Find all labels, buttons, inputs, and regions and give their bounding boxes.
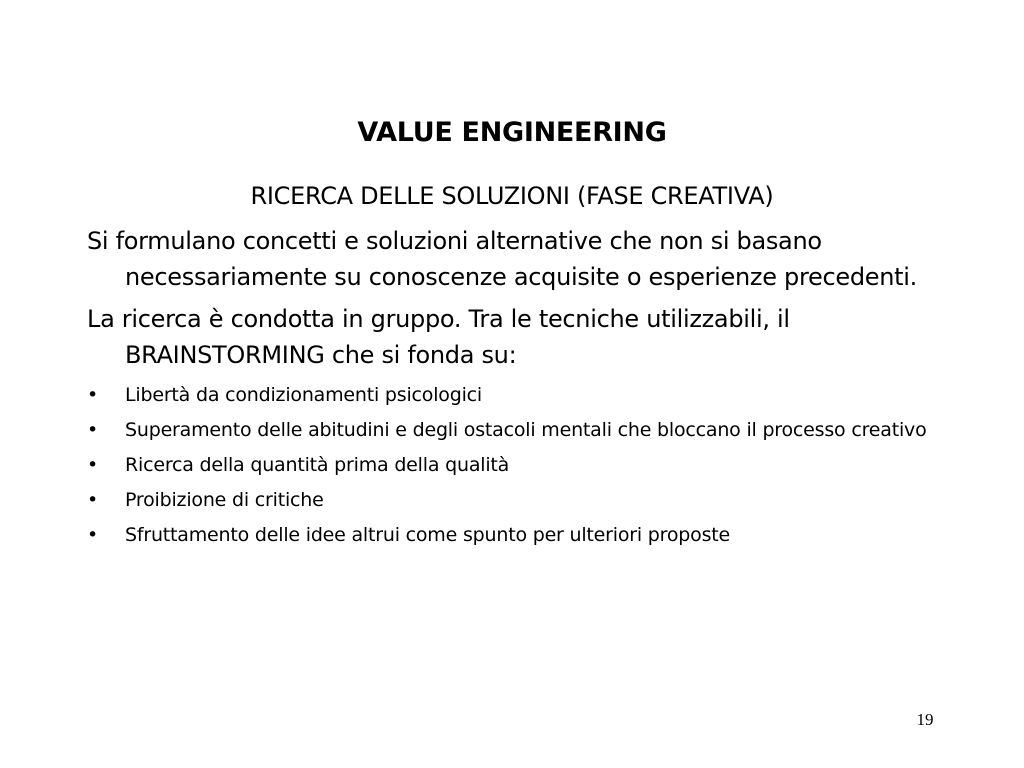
- slide-title: VALUE ENGINEERING: [357, 117, 667, 148]
- bullet-icon: •: [87, 524, 99, 546]
- slide-body: [87, 223, 957, 556]
- bullet-text: Superamento delle abitudini e degli ostacoli mentali che bloccano il processo creativo: [125, 419, 927, 441]
- bullet-item: [87, 521, 957, 549]
- page-number: 19: [916, 710, 934, 729]
- bullet-text: Libertà da condizionamenti psicologici: [125, 384, 482, 406]
- bullet-icon: •: [87, 384, 99, 406]
- body-paragraph: Si formulano concetti e soluzioni alternative che non si basano necessariamente su conoscenze acquisite o esperienze precedenti.: [87, 227, 917, 291]
- bullet-list: [87, 381, 957, 549]
- bullet-text: Sfruttamento delle idee altrui come spunto per ulteriori proposte: [125, 524, 731, 546]
- body-paragraph: La ricerca è condotta in gruppo. Tra le tecniche utilizzabili, il BRAINSTORMING che si fonda su:: [87, 305, 790, 369]
- bullet-icon: •: [87, 454, 99, 476]
- slide-subtitle: RICERCA DELLE SOLUZIONI (FASE CREATIVA): [250, 182, 774, 210]
- bullet-item: [87, 416, 957, 444]
- bullet-icon: •: [87, 489, 99, 511]
- bullet-item: [87, 486, 957, 514]
- bullet-text: Proibizione di critiche: [125, 489, 324, 511]
- bullet-item: [87, 451, 957, 479]
- bullet-icon: •: [87, 419, 99, 441]
- bullet-item: [87, 381, 957, 409]
- bullet-text: Ricerca della quantità prima della qualità: [125, 454, 510, 476]
